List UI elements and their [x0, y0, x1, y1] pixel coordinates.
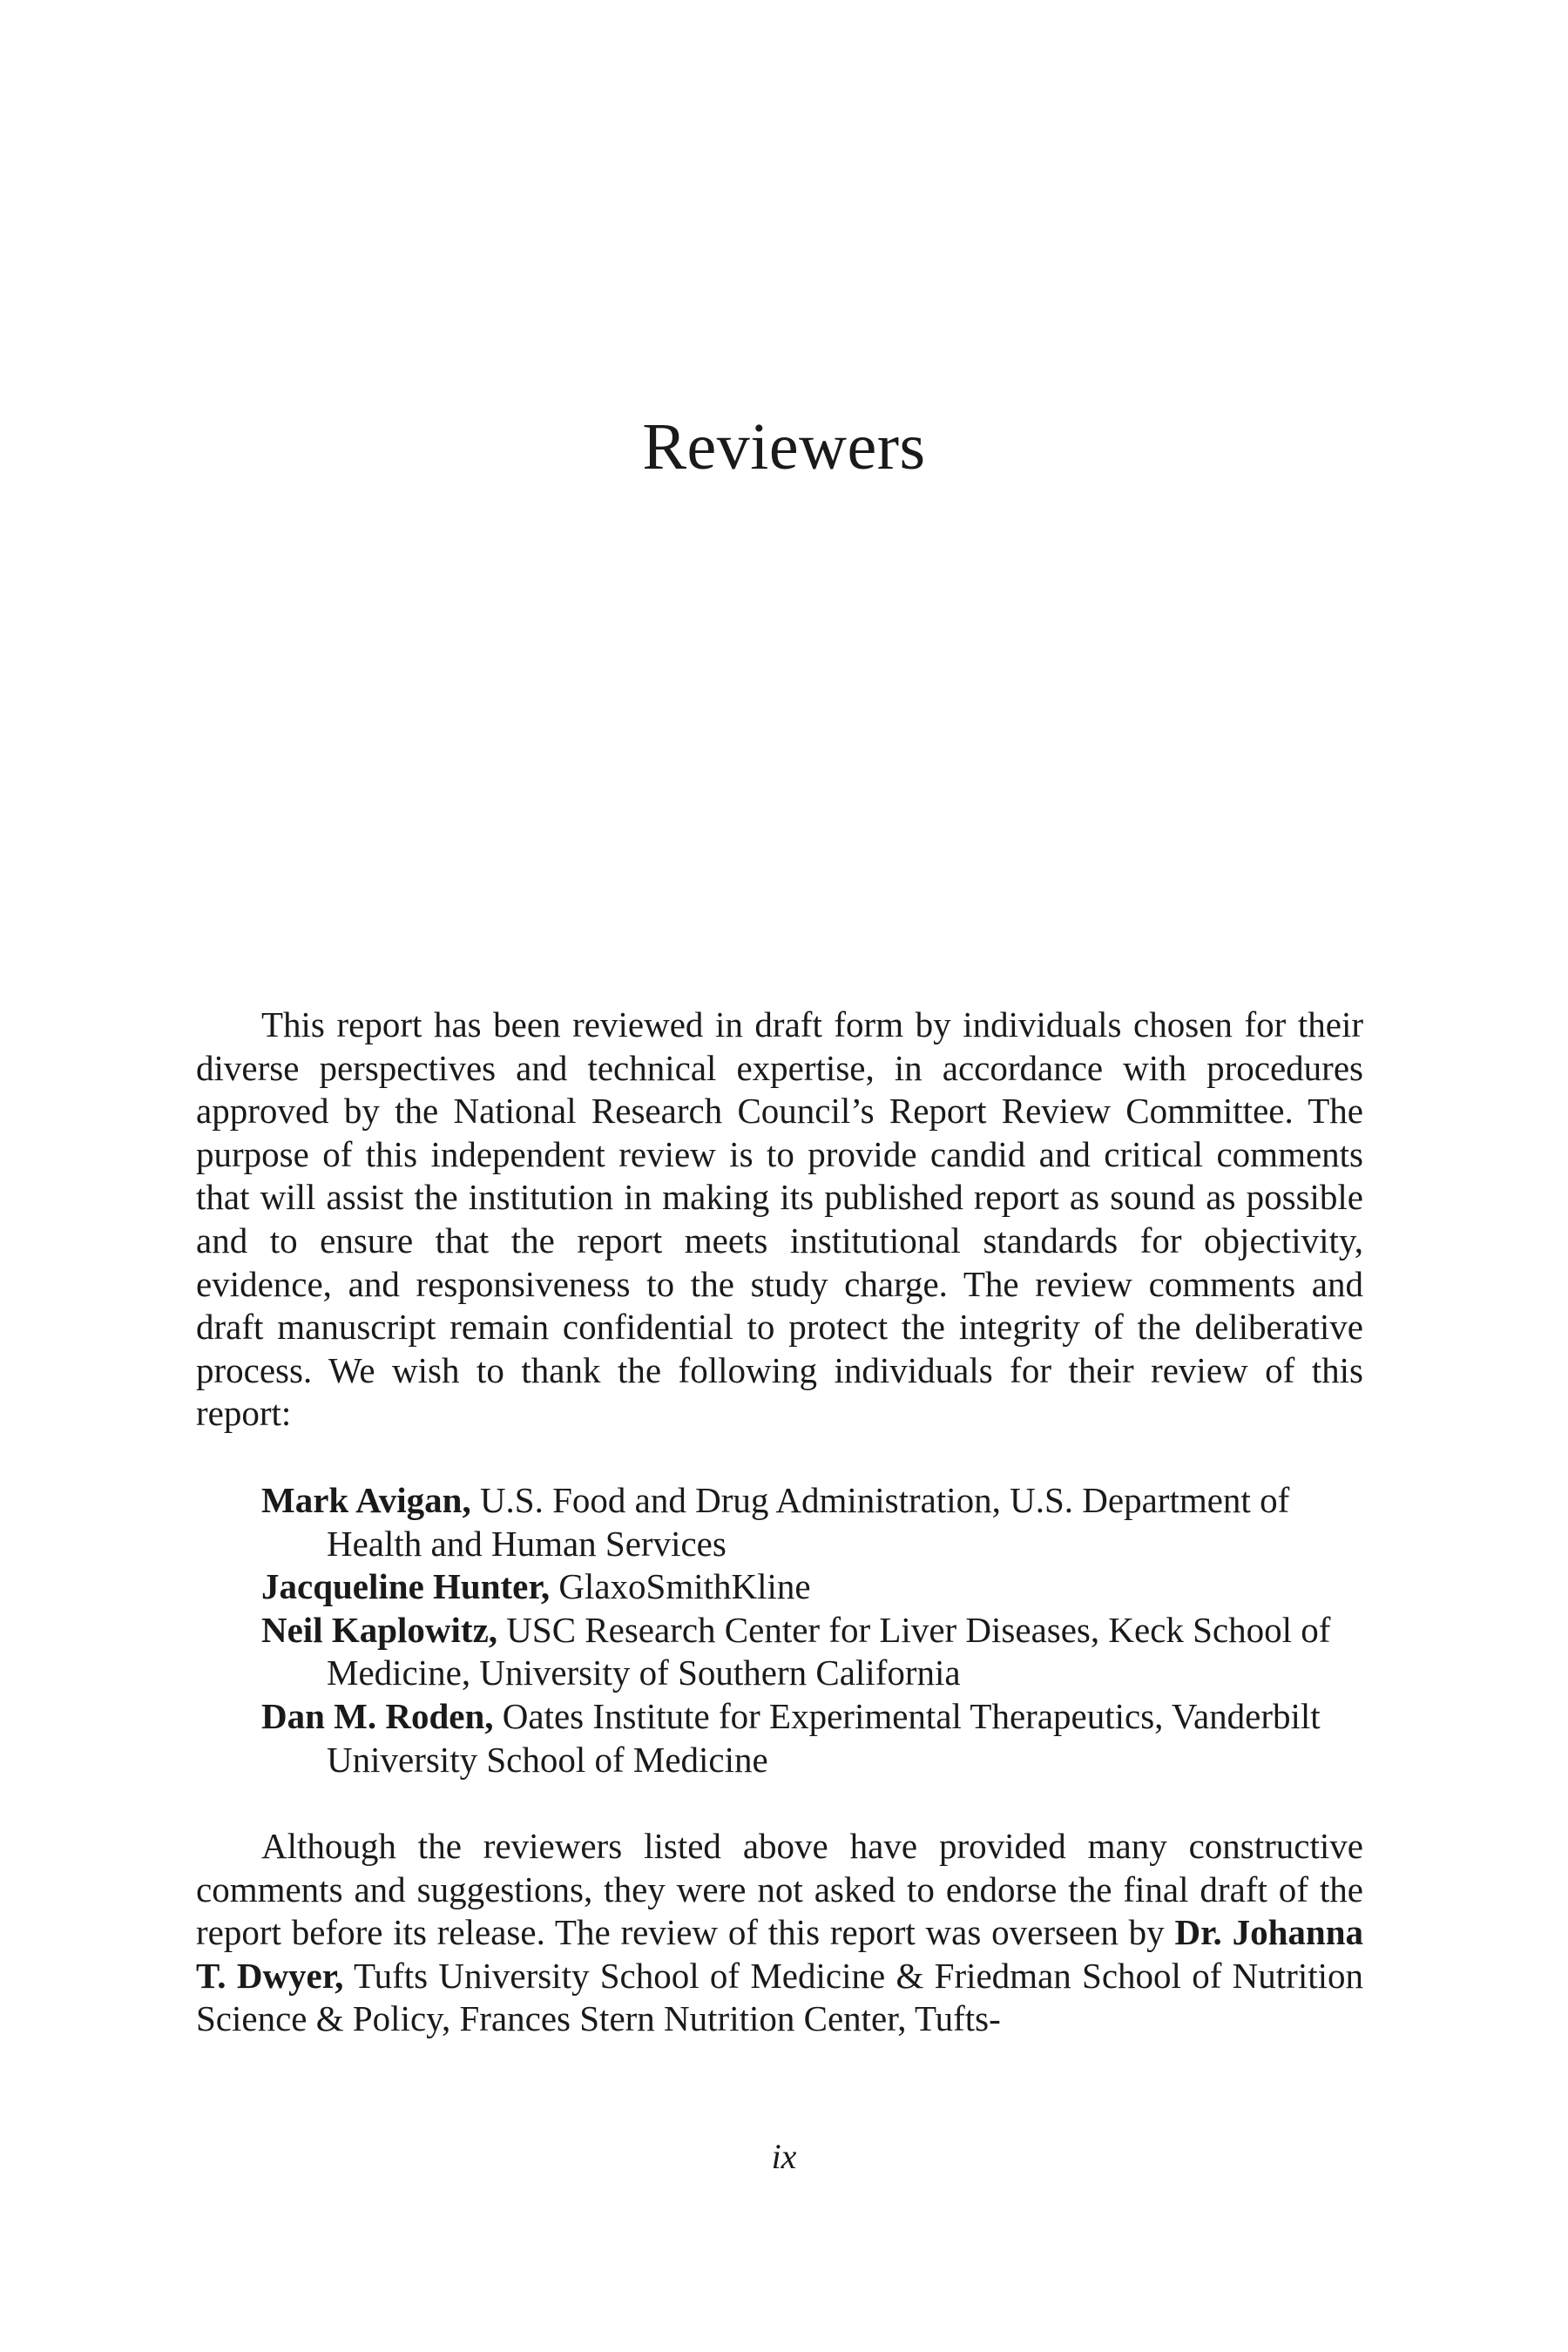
- page-number: ix: [771, 2137, 797, 2176]
- page-title: Reviewers: [642, 410, 926, 483]
- reviewer-name: Jacqueline Hunter,: [261, 1566, 551, 1607]
- closing-text-after: Tufts University School of Medicine & Friedman School of Nutrition Science & Policy, Frances Stern Nutrition Center, Tufts-: [196, 1955, 1363, 2039]
- closing-paragraph: [196, 1825, 1363, 2041]
- reviewer-item: [196, 1695, 1363, 1781]
- reviewer-affiliation: Oates Institute for Experimental Therapeutics, Vanderbilt University School of Medicine: [327, 1695, 1321, 1780]
- intro-paragraph: This report has been reviewed in draft form by individuals chosen for their diverse perspectives and technical expertise, in accordance with procedures approved by the National Research Council’s Report Review Committee. The purpose of this independent review is to provide candid and critical comments that will assist the institution in making its published report as sound as possible and to ensure that the report meets institutional standards for objectivity, evidence, and responsiveness to the study charge. The review comments and draft manuscript remain confidential to protect the integrity of the deliberative process. We wish to thank the following individuals for their review of this report:: [196, 1004, 1363, 1434]
- reviewer-list: [196, 1479, 1363, 1781]
- reviewer-affiliation: USC Research Center for Liver Diseases, Keck School of Medicine, University of Southern California: [327, 1609, 1331, 1693]
- reviewer-item: [196, 1565, 1363, 1609]
- closing-text-before: Although the reviewers listed above have provided many constructive comments and suggestions, they were not asked to endorse the final draft of the report before its release. The review of this report was overseen by: [196, 1826, 1363, 1953]
- overseer-name: Dr. Johanna T. Dwyer,: [196, 1912, 1364, 1996]
- reviewer-name: Dan M. Roden,: [261, 1695, 494, 1736]
- reviewer-item: [196, 1609, 1363, 1695]
- reviewer-affiliation: U.S. Food and Drug Administration, U.S. Department of Health and Human Services: [327, 1479, 1290, 1564]
- page-body: [196, 1004, 1363, 2041]
- reviewer-name: Mark Avigan,: [261, 1479, 471, 1520]
- reviewer-item: [196, 1479, 1363, 1565]
- reviewer-name: Neil Kaplowitz,: [261, 1609, 498, 1650]
- reviewer-affiliation: GlaxoSmithKline: [558, 1566, 811, 1607]
